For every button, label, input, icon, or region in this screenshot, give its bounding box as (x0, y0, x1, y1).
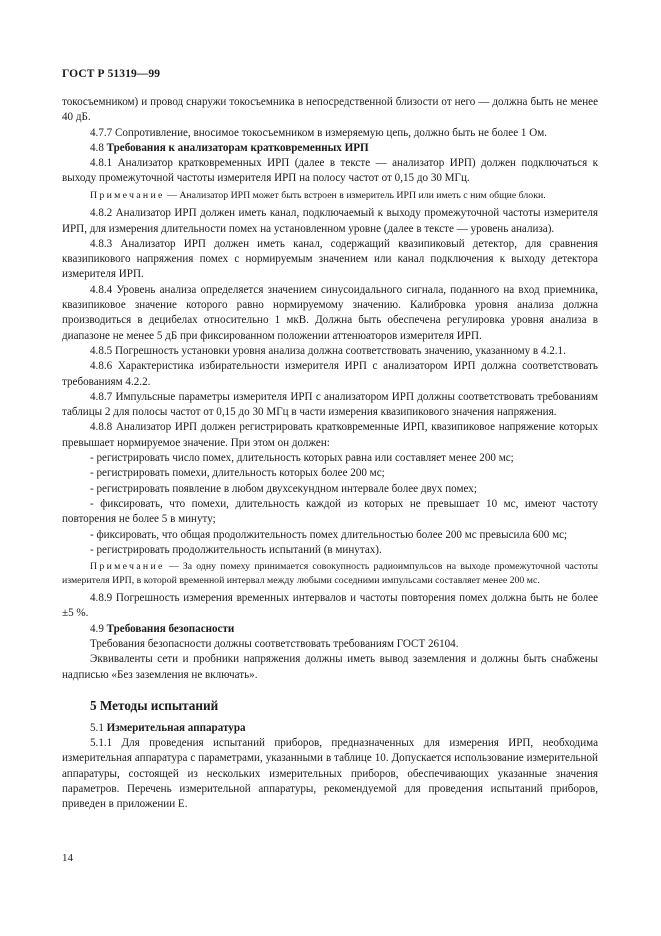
section-number: 4.9 (90, 622, 104, 635)
paragraph: Требования безопасности должны соответствовать требованиям ГОСТ 26104. (90, 638, 459, 650)
paragraph: 4.8.9 Погрешность измерения временных интервалов и частоты повторения помех должна быть не более ±5 %. (62, 592, 598, 620)
section-heading-4-9 (62, 622, 598, 637)
note-text: — Анализатор ИРП может быть встроен в измеритель ИРП или иметь с ним общие блоки. (164, 189, 546, 201)
list-item: - фиксировать, что помехи, длительность каждой из которых не превышает 10 мс, имеют частоту повторения не более 5 в минуту; (62, 497, 598, 526)
section-title: Требования к анализаторам кратковременных ИРП (106, 141, 369, 154)
chapter-title: 5 Методы испытаний (90, 697, 219, 713)
paragraph: Эквиваленты сети и пробники напряжения должны иметь вывод заземления и должны быть снабжены надписью «Без заземления не включать». (62, 653, 598, 681)
note-text: — За одну помеху принимается совокупность радиоимпульсов на выходе промежуточной частоты измерителя ИРП, в которой временной интервал между любыми соседними импульсами составляет менее 200 мс. (62, 561, 598, 586)
list-item: - регистрировать число помех, длительность которых равна или составляет менее 200 мс; (90, 452, 514, 465)
standard-header: ГОСТ Р 51319—99 (62, 68, 161, 80)
paragraph: 4.7.7 Сопротивление, вносимое токосъемником в измеряемую цепь, должно быть не более 1 Ом. (90, 126, 548, 139)
paragraph: 4.8.4 Уровень анализа определяется значением синусоидального сигнала, поданного на вход приемника, квазипиковое значение которого равно нормируемому значению. Калибровка уровня анализа должна производиться в децибелах относительно 1 мкВ. Должна быть обеспечена регулировка уровня анализа в диапазоне не менее 5 дБ при фиксированном положении аттенюаторов измерителя ИРП. (62, 283, 598, 342)
section-heading-5-1 (62, 721, 598, 736)
list-item: - регистрировать помехи, длительность которых более 200 мс; (90, 467, 385, 480)
note (62, 560, 598, 587)
section-number: 4.8 (90, 141, 104, 154)
paragraph: 5.1.1 Для проведения испытаний приборов, предназначенных для измерения ИРП, необходима измерительная аппаратура с параметрами, указанными в таблице 10. Допускается использование измерительной аппаратуры, состоящей из нескольких измерительных приборов, обеспечивающих указанные значения параметров. Перечень измерительной аппаратуры, рекомендуемой для проведения испытаний приборов, приведен в приложении Е. (62, 737, 598, 811)
paragraph: 4.8.3 Анализатор ИРП должен иметь канал, содержащий квазипиковый детектор, для сравнения квазипикового напряжения помех с нормируемым значением или канал подключения к выходу детектора измерителя ИРП. (62, 237, 598, 281)
note-label: Примечание (90, 189, 165, 201)
paragraph: 4.8.8 Анализатор ИРП должен регистрировать кратковременные ИРП, квазипиковое напряжение которых превышает нормируемое значение. При этом он должен: (62, 421, 598, 449)
paragraph: токосъемником) и провод снаружи токосъемника в непосредственной близости от него — должна быть не менее 40 дБ. (62, 96, 598, 124)
section-title: Измерительная аппаратура (106, 721, 246, 734)
list-item: - регистрировать продолжительность испытаний (в минутах). (90, 543, 382, 556)
section-title: Требования безопасности (106, 622, 235, 635)
note (62, 189, 598, 203)
section-heading-4-8 (62, 141, 598, 156)
section-number: 5.1 (90, 721, 104, 734)
page-body (62, 95, 598, 813)
list-item: - регистрировать появление в любом двухсекундном интервале более двух помех; (90, 482, 477, 495)
note-label: Примечание (90, 561, 165, 573)
paragraph: 4.8.2 Анализатор ИРП должен иметь канал, подключаемый к выходу промежуточной частоты измерителя ИРП, для измерения длительности помех на установленном уровне (далее в тексте — уровень анализа). (62, 207, 598, 235)
paragraph: 4.8.5 Погрешность установки уровня анализа должна соответствовать значению, указанному в 4.2.1. (90, 344, 566, 357)
list-item: - фиксировать, что общая продолжительность помех длительностью более 200 мс превысила 600 мс; (90, 528, 568, 541)
paragraph: 4.8.1 Анализатор кратковременных ИРП (далее в тексте — анализатор ИРП) должен подключаться к выходу промежуточной частоты измерителя ИРП на полосу частот от 0,15 до 30 МГц. (62, 157, 598, 185)
paragraph: 4.8.6 Характеристика избирательности измерителя ИРП с анализатором ИРП должна соответствовать требованиям 4.2.2. (62, 360, 598, 388)
page-number: 14 (62, 852, 73, 864)
paragraph: 4.8.7 Импульсные параметры измерителя ИРП с анализатором ИРП должны соответствовать требованиям таблицы 2 для полосы частот от 0,15 до 30 МГц в части измерения квазипикового значения напряжения. (62, 390, 598, 419)
